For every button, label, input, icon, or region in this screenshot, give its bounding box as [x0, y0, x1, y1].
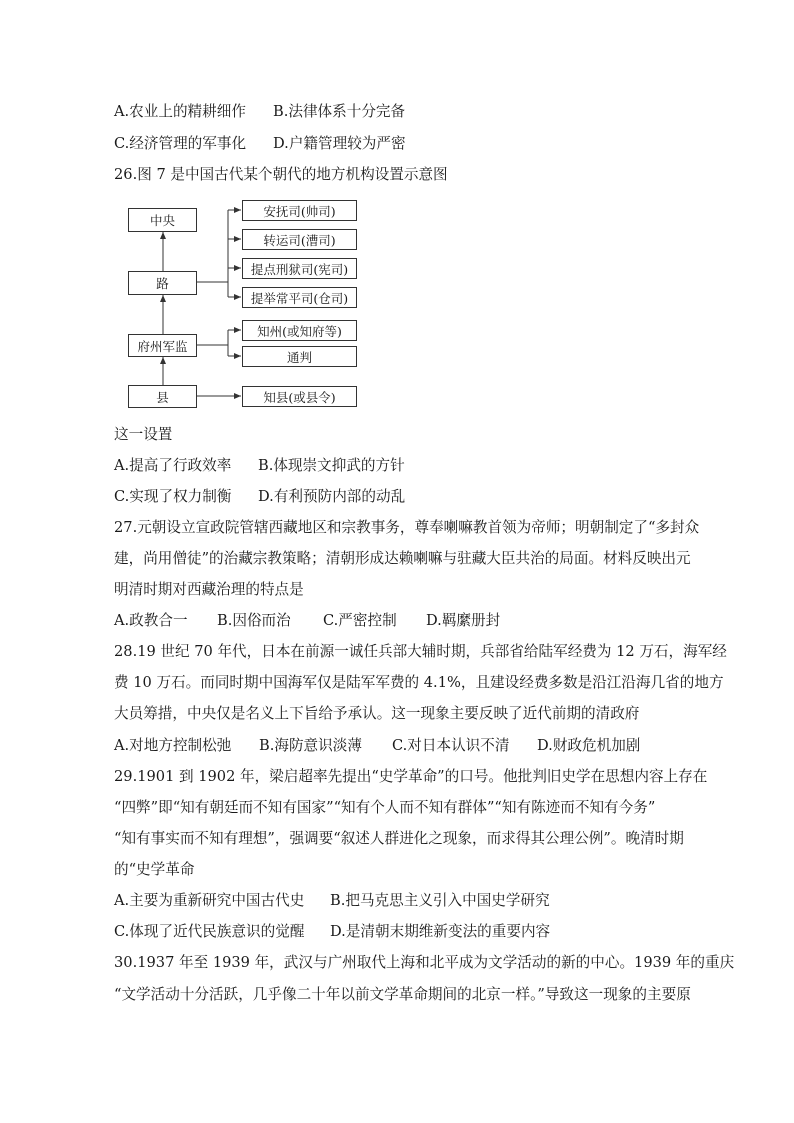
q26-options-row2 [114, 487, 405, 507]
q28-option-d[interactable]: D.财政危机加剧 [537, 737, 641, 754]
q27-line-1: 27.元朝设立宣政院管辖西藏地区和宗教事务，尊奉喇嘛教首领为帝师；明朝制定了“多封众 [114, 519, 700, 536]
q29-option-c[interactable]: C.体现了近代民族意识的觉醒 [114, 923, 305, 940]
diagram-anfusi-box: 安抚司(帅司) [242, 200, 357, 221]
q26-options-row1 [114, 456, 405, 476]
q29-line-4: 的“史学革命 [114, 861, 195, 878]
q29-options-row2 [114, 922, 550, 942]
q29-line-3: “知有事实而不知有理想”，强调要“叙述人群进化之现象，而求得其公理公例”。晚清时期 [114, 830, 684, 847]
q27-line-3: 明清时期对西藏治理的特点是 [114, 581, 304, 598]
q29-line-1: 29.1901 到 1902 年，梁启超率先提出“史学革命”的口号。他批判旧史学在思想内容上存在 [114, 768, 708, 785]
q26-option-b[interactable]: B.体现崇文抑武的方针 [258, 457, 405, 474]
q28-option-b[interactable]: B.海防意识淡薄 [259, 737, 362, 754]
q28-option-a[interactable]: A.对地方控制松弛 [114, 737, 232, 754]
q27-option-b[interactable]: B.因俗而治 [217, 612, 291, 629]
q30-line-2: “文学活动十分活跃，几乎像二十年以前文学革命期间的北京一样。”导致这一现象的主要原 [114, 986, 691, 1003]
q29-line-2: “四弊”即“知有朝廷而不知有国家”“知有个人而不知有群体”“知有陈迹而不知有今务” [114, 799, 656, 816]
q28-options [114, 736, 640, 756]
q27-option-d[interactable]: D.羁縻册封 [426, 612, 501, 629]
diagram-zhixian-box: 知县(或县令) [242, 386, 357, 407]
diagram-fuzhou-box: 府州军监 [128, 334, 197, 357]
q28-line-2: 费 10 万石。而同时期中国海军仅是陆军军费的 4.1%，且建设经费多数是沿江沿海几省的地方 [114, 674, 724, 691]
diagram-zhizhou-box: 知州(或知府等) [242, 320, 357, 341]
q28-option-c[interactable]: C.对日本认识不清 [392, 737, 510, 754]
q29-option-b[interactable]: B.把马克思主义引入中国史学研究 [330, 892, 550, 909]
diagram-xian-box: 县 [128, 385, 197, 408]
q28-line-1: 28.19 世纪 70 年代，日本在前源一诚任兵部大辅时期，兵部省给陆军经费为 12 万石，海军经 [114, 643, 727, 660]
diagram-zhuanyunsi-box: 转运司(漕司) [242, 229, 357, 250]
org-diagram-connectors [0, 0, 794, 420]
q26-option-d[interactable]: D.有利预防内部的动乱 [258, 488, 406, 505]
diagram-tijuchangpingsi-box: 提举常平司(仓司) [242, 287, 357, 308]
q26-stem: 26.图 7 是中国古代某个朝代的地方机构设置示意图 [114, 166, 448, 183]
diagram-tongpan-box: 通判 [242, 346, 357, 367]
q26-stem2: 这一设置 [114, 426, 173, 443]
q28-line-3: 大员筹措，中央仅是名义上下旨给予承认。这一现象主要反映了近代前期的清政府 [114, 705, 640, 722]
q27-option-a[interactable]: A.政教合一 [114, 612, 188, 629]
q29-option-d[interactable]: D.是清朝末期维新变法的重要内容 [330, 923, 551, 940]
q25-option-b[interactable]: B.法律体系十分完备 [273, 103, 406, 120]
q25-option-d[interactable]: D.户籍管理较为严密 [273, 135, 406, 152]
q27-line-2: 建，尚用僧徒”的治藏宗教策略；清朝形成达赖喇嘛与驻藏大臣共治的局面。材料反映出元 [114, 550, 691, 567]
q30-line-1: 30.1937 年至 1939 年，武汉与广州取代上海和北平成为文学活动的新的中心。1939 年的重庆 [114, 954, 735, 971]
q29-option-a[interactable]: A.主要为重新研究中国古代史 [114, 892, 305, 909]
q27-option-c[interactable]: C.严密控制 [323, 612, 397, 629]
diagram-lu-box: 路 [128, 271, 197, 295]
q27-options [114, 611, 500, 631]
q25-option-c[interactable]: C.经济管理的军事化 [114, 135, 247, 152]
q26-option-c[interactable]: C.实现了权力制衡 [114, 488, 232, 505]
q25-option-a[interactable]: A.农业上的精耕细作 [114, 103, 246, 120]
q26-option-a[interactable]: A.提高了行政效率 [114, 457, 232, 474]
q29-options-row1 [114, 891, 550, 911]
diagram-tidianxingyusi-box: 提点刑狱司(宪司) [242, 258, 357, 279]
diagram-center-box: 中央 [128, 208, 197, 232]
